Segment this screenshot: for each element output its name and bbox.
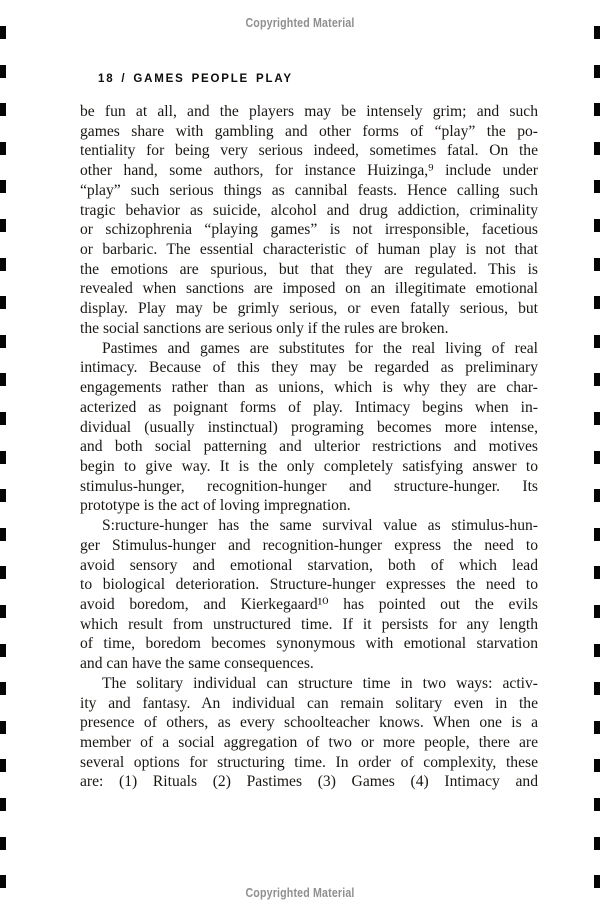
scan-edge-mark [0, 644, 6, 657]
copyright-notice-bottom: Copyrighted Material [245, 886, 355, 900]
scan-edge-mark [0, 296, 6, 309]
text-line: be fun at all, and the players may be intensely grim; and such [80, 103, 538, 120]
scan-edge-mark [0, 180, 6, 193]
scan-edge-mark [0, 335, 6, 348]
text-line: prototype is the act of loving impregnation. [80, 497, 351, 515]
scan-edge-mark [0, 65, 6, 78]
text-line: avoid boredom, and Kierkegaard¹⁰ has pointed out the evils [80, 595, 538, 613]
scan-edge-mark [594, 759, 600, 772]
scan-edge-mark [0, 837, 6, 850]
text-line: which result from unstructured time. If it persists for any length [80, 615, 538, 633]
text-line: The solitary individual can structure time in two ways: activ- [102, 674, 538, 692]
text-line: stimulus-hunger, recognition-hunger and structure-hunger. Its [80, 477, 538, 495]
scan-edge-mark [0, 142, 6, 155]
scan-edge-mark [0, 605, 6, 618]
scan-edge-mark [594, 65, 600, 78]
scan-edge-mark [0, 759, 6, 772]
scan-edge-mark [594, 335, 600, 348]
scan-edge-mark [0, 798, 6, 811]
scan-edge-mark [594, 489, 600, 502]
scan-edge-mark [594, 451, 600, 464]
scan-edge-mark [0, 373, 6, 386]
text-line: and both social patterning and ulterior restrictions and motives [80, 438, 538, 456]
text-line: several options for structuring time. In order of complexity, these [80, 753, 538, 771]
text-line: intimacy. Because of this they may be regarded as preliminary [80, 359, 538, 377]
scan-edge-mark [594, 180, 600, 193]
text-line: avoid sensory and emotional starvation, both of which lead [80, 556, 538, 574]
scan-edge-mark [594, 26, 600, 39]
running-header [98, 73, 293, 85]
scan-edge-mark [0, 412, 6, 425]
scan-edge-mark [0, 26, 6, 39]
text-line: games share with gambling and other forms of “play” the po- [80, 122, 538, 140]
text-line: presence of others, as every schoolteacher knows. When one is a [80, 714, 538, 732]
text-line: tentiality for being very serious indeed, sometimes fatal. On the [80, 142, 538, 160]
text-line: revealed when sanctions are imposed on an illegitimate emotional [80, 280, 538, 298]
scan-edge-mark [594, 837, 600, 850]
scan-edge-mark [594, 412, 600, 425]
text-line: ger Stimulus-hunger and recognition-hunger express the need to [80, 536, 538, 554]
scan-edge-mark [0, 566, 6, 579]
text-line: or schizophrenia “playing games” is not irresponsible, facetious [80, 221, 538, 239]
text-line: Pastimes and games are substitutes for the real living of real [102, 339, 538, 357]
scan-edge-mark [0, 103, 6, 116]
text-line: acterized as poignant forms of play. Intimacy begins when in- [80, 398, 538, 416]
text-line: and can have the same consequences. [80, 655, 314, 673]
text-line: ity and fantasy. An individual can remain solitary even in the [80, 694, 538, 712]
text-line: other hand, some authors, for instance Huizinga,⁹ include under [80, 162, 538, 180]
scan-edge-mark [594, 605, 600, 618]
header-separator: / [114, 73, 134, 85]
scan-edge-mark [594, 721, 600, 734]
scan-edge-mark [594, 566, 600, 579]
scan-edge-mark [0, 528, 6, 541]
text-line: S:ructure-hunger has the same survival value as stimulus-hun- [102, 517, 538, 535]
text-line: display. Play may be grimly serious, or even fatally serious, but [80, 300, 538, 318]
text-line: “play” such serious things as cannibal feasts. Hence calling such [80, 181, 538, 199]
scan-edge-mark [0, 451, 6, 464]
text-line: the emotions are spurious, but that they are regulated. This is [80, 260, 538, 278]
page-number: 18 [98, 73, 115, 85]
text-line: to biological deterioration. Structure-hunger expresses the need to [80, 576, 538, 594]
text-line: tragic behavior as suicide, alcohol and drug addiction, criminality [80, 201, 538, 219]
body-text [80, 102, 538, 792]
scan-edge-mark [594, 103, 600, 116]
scan-edge-mark [594, 296, 600, 309]
scan-edge-mark [0, 682, 6, 695]
scan-edge-mark [594, 875, 600, 888]
scan-edge-mark [594, 798, 600, 811]
scan-edge-mark [0, 219, 6, 232]
scan-edge-mark [594, 682, 600, 695]
text-line: member of a social aggregation of two or more people, there are [80, 734, 538, 751]
scan-edge-mark [0, 875, 6, 888]
book-title: GAMES PEOPLE PLAY [133, 73, 293, 85]
copyright-notice-top: Copyrighted Material [245, 16, 355, 30]
scan-edge-mark [594, 142, 600, 155]
text-line: dividual (usually instinctual) programing becomes more intense, [80, 418, 538, 436]
scan-edge-mark [0, 258, 6, 271]
scan-edge-mark [594, 373, 600, 386]
scan-edge-mark [0, 721, 6, 734]
text-line: are: (1) Rituals (2) Pastimes (3) Games (4) Intimacy and [80, 773, 538, 791]
scan-edge-mark [594, 258, 600, 271]
scan-edge-mark [594, 219, 600, 232]
scan-edge-mark [0, 489, 6, 502]
text-line: engagements rather than as unions, which is why they are char- [80, 379, 538, 397]
scan-edge-mark [594, 528, 600, 541]
text-line: or barbaric. The essential characteristic of human play is not that [80, 241, 538, 259]
text-line: of time, boredom becomes synonymous with emotional starvation [80, 635, 538, 653]
scan-edge-mark [594, 644, 600, 657]
text-line: the social sanctions are serious only if the rules are broken. [80, 319, 449, 337]
text-line: begin to give way. It is the only completely satisfying answer to [80, 457, 538, 475]
